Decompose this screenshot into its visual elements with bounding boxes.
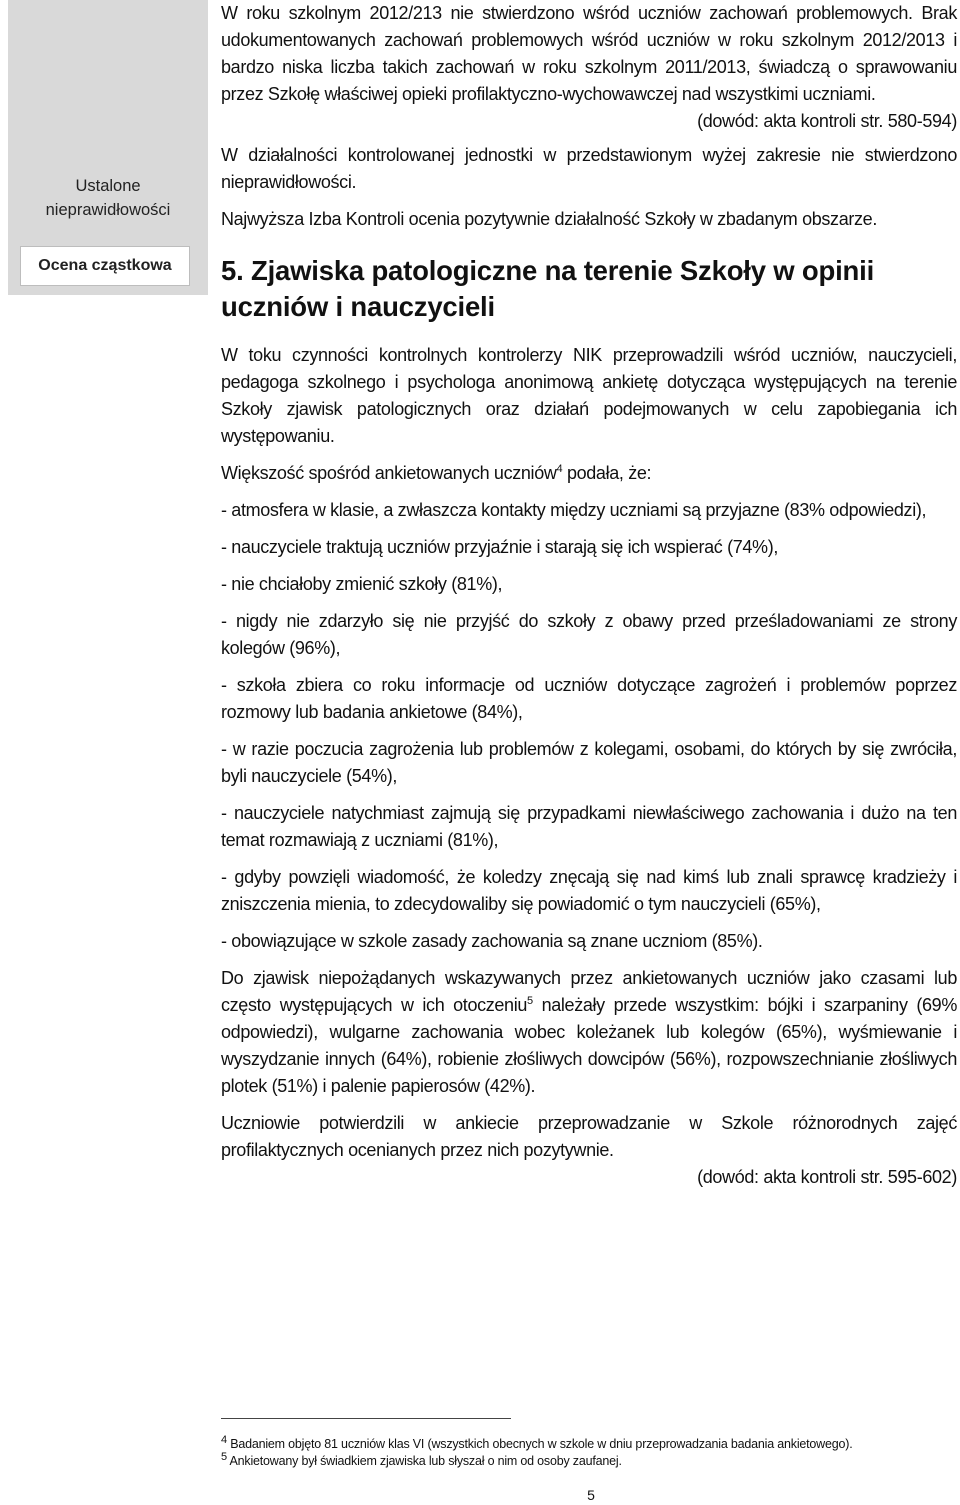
list-item: - w razie poczucia zagrożenia lub problemów z kolegami, osobami, do których by się zwróciła, byli nauczyciele (54%),	[221, 739, 957, 786]
list-item: - nauczyciele traktują uczniów przyjaźnie i starają się ich wspierać (74%),	[221, 537, 778, 557]
list-item: - szkoła zbiera co roku informacje od uczniów dotyczące zagrożeń i problemów poprzez rozmowy lub badania ankietowe (84%),	[221, 675, 957, 722]
main-content	[221, 0, 957, 1191]
sidebar-box-partial-assessment: Ocena cząstkowa	[20, 246, 190, 286]
list-item: - atmosfera w klasie, a zwłaszcza kontakty między uczniami są przyjazne (83% odpowiedzi),	[221, 500, 927, 520]
footnote-4: $^4$ Badaniem objęto 81 uczniów klas VI (wszystkich obecnych w szkole w dniu przeprowadzania badania ankietowego).	[221, 1433, 853, 1451]
list-item: - gdyby powzięli wiadomość, że koledzy znęcają się nad kimś lub znali sprawcę kradzieży i zniszczenia mienia, to zdecydowaliby się powiadomić o tym nauczycieli (65%),	[221, 867, 957, 914]
paragraph-nik-assessment: Najwyższa Izba Kontroli ocenia pozytywnie działalność Szkoły w zbadanym obszarze.	[221, 209, 877, 229]
paragraph-survey-lead: Większość spośród ankietowanych uczniów$^4$ podała, że:	[221, 463, 652, 483]
footnote-ref-4: 4	[556, 463, 563, 475]
evidence-reference-2: (dowód: akta kontroli str. 595-602)	[697, 1167, 957, 1187]
list-item: - nauczyciele natychmiast zajmują się przypadkami niewłaściwego zachowania i dużo na ten temat rozmawiają z uczniami (81%),	[221, 803, 957, 850]
page-number: 5	[587, 1487, 595, 1503]
list-item: - obowiązujące w szkole zasady zachowania są znane uczniom (85%).	[221, 931, 763, 951]
footnote-ref-5: 5	[527, 995, 533, 1007]
list-item: - nie chciałoby zmienić szkoły (81%),	[221, 574, 503, 594]
sidebar-label-line1: Ustalone	[75, 177, 141, 195]
evidence-reference-1: (dowód: akta kontroli str. 580-594)	[697, 111, 957, 131]
paragraph-no-irregularities: W działalności kontrolowanej jednostki w przedstawionym wyżej zakresie nie stwierdzono nieprawidłowości.	[221, 145, 957, 192]
paragraph-problem-behaviour: W roku szkolnym 2012/213 nie stwierdzono wśród uczniów zachowań problemowych. Brak udokumentowanych zachowań problemowych wśród uczniów w roku szkolnym 2012/2013 i bardzo niska liczba takich zachowań w roku szkolnym 2011/2013, świadczą o sprawowaniu przez Szkołę właściwej opieki profilaktyczno-wychowawczej nad wszystkimi uczniami.	[221, 3, 957, 104]
paragraph-undesirable-phenomena: Do zjawisk niepożądanych wskazywanych przez ankietowanych uczniów jako czasami lub często występujących w ich otoczeniu$^5$ należały przede wszystkim: bójki i szarpaniny (69% odpowiedzi), wulgarne zachowania wobec koleżanek lub kolegów (65%), wyśmiewanie i wyszydzanie innych (64%), robienie złośliwych dowcipów (56%), rozpowszechnianie złośliwych plotek (51%) i palenie papierosów (42%).	[221, 968, 957, 1096]
footnote-5: $^5$ Ankietowany był świadkiem zjawiska lub słyszał o nim od osoby zaufanej.	[221, 1450, 622, 1468]
margin-sidebar	[8, 0, 208, 295]
paragraph-survey-intro: W toku czynności kontrolnych kontrolerzy NIK przeprowadzili wśród uczniów, nauczycieli, pedagoga szkolnego i psychologa anonimową ankietę dotycząca występujących na terenie Szkoły zjawisk patologicznych oraz działań podejmowanych w celu zapobiegania ich występowaniu.	[221, 345, 957, 446]
sidebar-label-line2: nieprawidłowości	[45, 201, 171, 219]
paragraph-closing: Uczniowie potwierdzili w ankiecie przeprowadzanie w Szkole różnorodnych zajęć profilaktycznych ocenianych przez nich pozytywnie.	[221, 1113, 957, 1160]
list-item: - nigdy nie zdarzyło się nie przyjść do szkoły z obawy przed prześladowaniami ze strony kolegów (96%),	[221, 611, 957, 658]
footnote-separator	[221, 1418, 511, 1419]
section-heading: 5. Zjawiska patologiczne na terenie Szkoły w opinii uczniów i nauczycieli	[221, 255, 875, 322]
